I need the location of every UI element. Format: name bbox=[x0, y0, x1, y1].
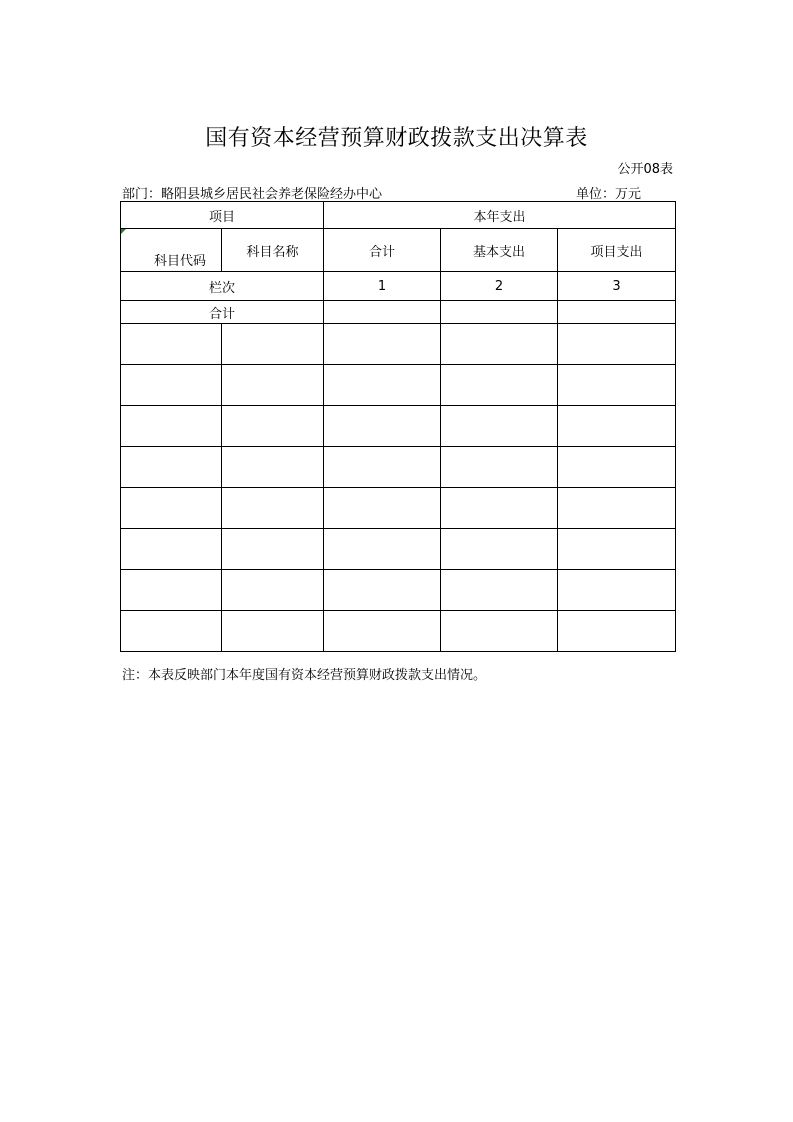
table-cell bbox=[121, 365, 222, 406]
table-cell bbox=[222, 406, 324, 447]
table-row bbox=[121, 406, 676, 447]
table-cell bbox=[558, 529, 676, 570]
table-subheader-row bbox=[121, 229, 676, 272]
table-cell bbox=[222, 324, 324, 365]
table-cell bbox=[324, 570, 441, 611]
column-label-cell: 栏次 bbox=[121, 272, 324, 301]
table-cell bbox=[441, 488, 558, 529]
subject-code-label: 科目代码 bbox=[153, 254, 206, 269]
table-cell bbox=[324, 447, 441, 488]
table-header-row bbox=[121, 202, 676, 229]
table-cell bbox=[222, 365, 324, 406]
subject-code-header bbox=[121, 229, 222, 272]
table-cell bbox=[324, 488, 441, 529]
table-cell bbox=[121, 488, 222, 529]
table-cell bbox=[324, 611, 441, 652]
subject-name-header: 科目名称 bbox=[222, 229, 324, 272]
table-cell bbox=[558, 447, 676, 488]
total-row bbox=[121, 301, 676, 324]
footnote: 注：本表反映部门本年度国有资本经营预算财政拨款支出情况。 bbox=[122, 668, 487, 683]
table-cell bbox=[121, 570, 222, 611]
project-expense-header: 项目支出 bbox=[558, 229, 676, 272]
table-row bbox=[121, 529, 676, 570]
table-cell bbox=[121, 324, 222, 365]
header-year-expense-cell: 本年支出 bbox=[324, 202, 676, 229]
table-cell bbox=[558, 570, 676, 611]
table-cell bbox=[441, 529, 558, 570]
table-cell bbox=[222, 447, 324, 488]
column-number-1: 1 bbox=[324, 272, 441, 301]
table-cell bbox=[121, 529, 222, 570]
table-row bbox=[121, 611, 676, 652]
header-item-cell: 项目 bbox=[121, 202, 324, 229]
total-label-cell: 合计 bbox=[121, 301, 324, 324]
table-cell bbox=[441, 365, 558, 406]
table-row bbox=[121, 488, 676, 529]
department-label: 部门：略阳县城乡居民社会养老保险经办中心 bbox=[122, 187, 383, 202]
column-number-2: 2 bbox=[441, 272, 558, 301]
table-cell bbox=[324, 529, 441, 570]
total-header: 合计 bbox=[324, 229, 441, 272]
table-cell bbox=[441, 570, 558, 611]
table-cell bbox=[121, 406, 222, 447]
total-project-cell bbox=[558, 301, 676, 324]
table-cell bbox=[441, 611, 558, 652]
column-number-3: 3 bbox=[558, 272, 676, 301]
table-cell bbox=[558, 324, 676, 365]
table-cell bbox=[121, 611, 222, 652]
table-cell bbox=[558, 488, 676, 529]
table-cell bbox=[441, 447, 558, 488]
table-cell bbox=[558, 406, 676, 447]
total-value-cell bbox=[324, 301, 441, 324]
column-number-row bbox=[121, 272, 676, 301]
unit-label: 单位：万元 bbox=[576, 187, 642, 202]
table-cell bbox=[441, 406, 558, 447]
basic-expense-header: 基本支出 bbox=[441, 229, 558, 272]
table-cell bbox=[441, 324, 558, 365]
cell-comment-marker bbox=[121, 229, 126, 234]
form-code: 公开08表 bbox=[617, 162, 673, 177]
table-cell bbox=[222, 570, 324, 611]
table-cell bbox=[121, 447, 222, 488]
table-cell bbox=[222, 529, 324, 570]
table-row bbox=[121, 570, 676, 611]
table-cell bbox=[324, 406, 441, 447]
table-row bbox=[121, 324, 676, 365]
table-cell bbox=[558, 611, 676, 652]
expense-table bbox=[120, 201, 676, 652]
page-title: 国有资本经营预算财政拨款支出决算表 bbox=[205, 126, 588, 151]
table-cell bbox=[324, 365, 441, 406]
total-basic-cell bbox=[441, 301, 558, 324]
table-row bbox=[121, 365, 676, 406]
table-cell bbox=[222, 488, 324, 529]
table-cell bbox=[222, 611, 324, 652]
table-row bbox=[121, 447, 676, 488]
table-cell bbox=[558, 365, 676, 406]
table-cell bbox=[324, 324, 441, 365]
